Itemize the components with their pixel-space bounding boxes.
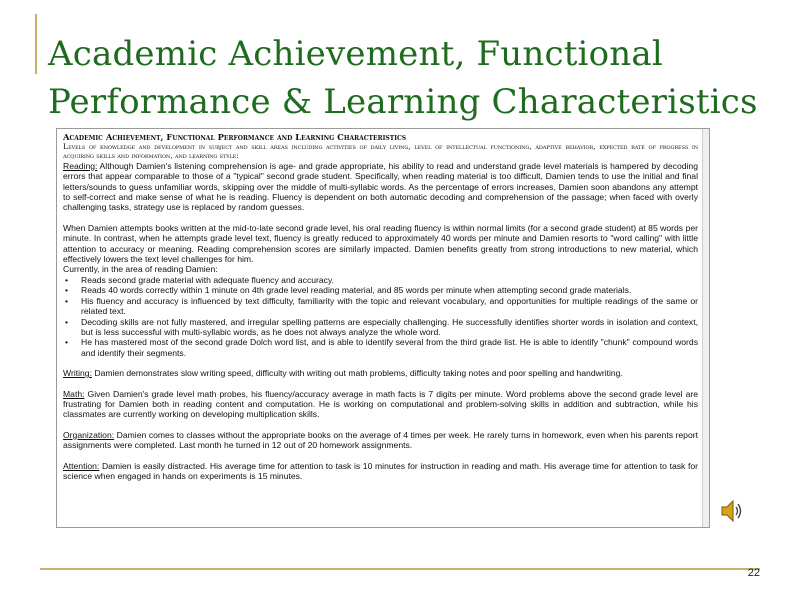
attention-text: Damien is easily distracted. His average time for attention to task is 10 minutes for instruction in reading and math. His average time for attention to task for science when engaged in hands on experiments is 15 minutes. xyxy=(63,460,698,481)
speaker-icon[interactable] xyxy=(720,498,744,524)
speaker-icon-graphic xyxy=(720,498,744,524)
list-item: • Reads second grade material with adequate fluency and accuracy. xyxy=(63,275,698,285)
slide-title xyxy=(48,30,768,126)
frame-line-vertical xyxy=(35,14,37,74)
math-label: Math: xyxy=(63,388,85,399)
organization-paragraph xyxy=(63,430,698,451)
currently-intro: Currently, in the area of reading Damien: xyxy=(63,264,218,275)
list-item: • Reads 40 words correctly within 1 minute on 4th grade level reading material, and 85 words per minute when attempting second grade materials. xyxy=(63,285,698,295)
document-body xyxy=(57,129,702,527)
document-image xyxy=(56,128,710,528)
writing-label: Writing: xyxy=(63,368,92,379)
math-text: Given Damien's grade level math probes, his fluency/accuracy average in math facts is 7 digits per minute. Word problems above the second grade level are frustrating for Damien both in reading content and computation. He is working on computational and problem-solving skills in addition and subtraction, while his classmates are currently working on developing multiplication skills. xyxy=(63,388,698,420)
reading-bullet-list xyxy=(63,275,698,358)
slide-title-line-1: Academic Achievement, Functional xyxy=(48,34,663,74)
list-item: • His fluency and accuracy is influenced by text difficulty, familiarity with the topic and relevant vocabulary, and opportunities for multiple readings of the same or related text. xyxy=(63,296,698,317)
math-paragraph xyxy=(63,389,698,420)
list-item: • He has mastered most of the second grade Dolch word list, and is able to identify several from the third grade list. He is able to identify "chunk" compound words and identify their segments. xyxy=(63,337,698,358)
organization-text: Damien comes to classes without the appropriate books on the average of 4 times per week. He rarely turns in homework, even when his parents report assignments were completed. Last month he turned in 12 out of 20 homework assignments. xyxy=(63,429,698,451)
organization-label: Organization: xyxy=(63,429,115,440)
attention-paragraph xyxy=(63,461,698,482)
slide-title-line-2: Performance & Learning Characteristics xyxy=(48,82,758,122)
writing-paragraph xyxy=(63,368,698,378)
document-heading: Academic Achievement, Functional Performance and Learning Characteristics xyxy=(63,132,407,142)
list-item: • Decoding skills are not fully mastered, and irregular spelling patterns are especially challenging. He successfully identifies shorter words in isolation and context, but is less successful with multi-syllabic words, as he does not always analyze the whole word. xyxy=(63,317,698,338)
frame-line-bottom xyxy=(40,568,760,570)
writing-text: Damien demonstrates slow writing speed, difficulty with writing out math problems, difficulty taking notes and poor spelling and handwriting. xyxy=(91,368,623,379)
page-number: 22 xyxy=(747,567,760,579)
attention-label: Attention: xyxy=(63,460,100,471)
reading-label: Reading: xyxy=(63,160,98,171)
reading-paragraph xyxy=(63,161,698,213)
document-edge-strip xyxy=(702,129,709,527)
document-subheading: Levels of knowledge and development in subject and skill areas including activities of daily living, level of intellectual functioning, adaptive behavior, expected rate of progress in acquiring skills and information, and learning style: xyxy=(63,142,698,161)
reading-fluency-paragraph: When Damien attempts books written at the mid-to-late second grade level, his oral reading fluency is within normal limits (for a second grade student) at 85 words per minute. In contrast, when he attempts grade level text, fluency is greatly reduced to approximately 40 words per minute and Damien resorts to "word calling" with little attention to accuracy or meaning. Reading comprehension scores are similarly impacted. Damien benefits greatly from strong introductions to new material, which effectively lowers the text level challenges for him. xyxy=(63,222,698,265)
reading-text: Although Damien's listening comprehension is age- and grade appropriate, his ability to read and understand grade level materials is hampered by decoding errors that appear comparable to those of a "typical" second grade student. Specifically, when reading material is too difficult, Damien tends to use the initial and final letters/sounds to guess unfamiliar words, skipping over the middle of multi-syllabic words. As the percentage of errors increases, Damien soon abandons any attempt to self-correct and make sense of what he is reading. Fluency is dependent on both automatic decoding and comprehension of the passage; when faced with overly challenging tasks, strategy use is replaced by random guesses. xyxy=(63,160,698,213)
